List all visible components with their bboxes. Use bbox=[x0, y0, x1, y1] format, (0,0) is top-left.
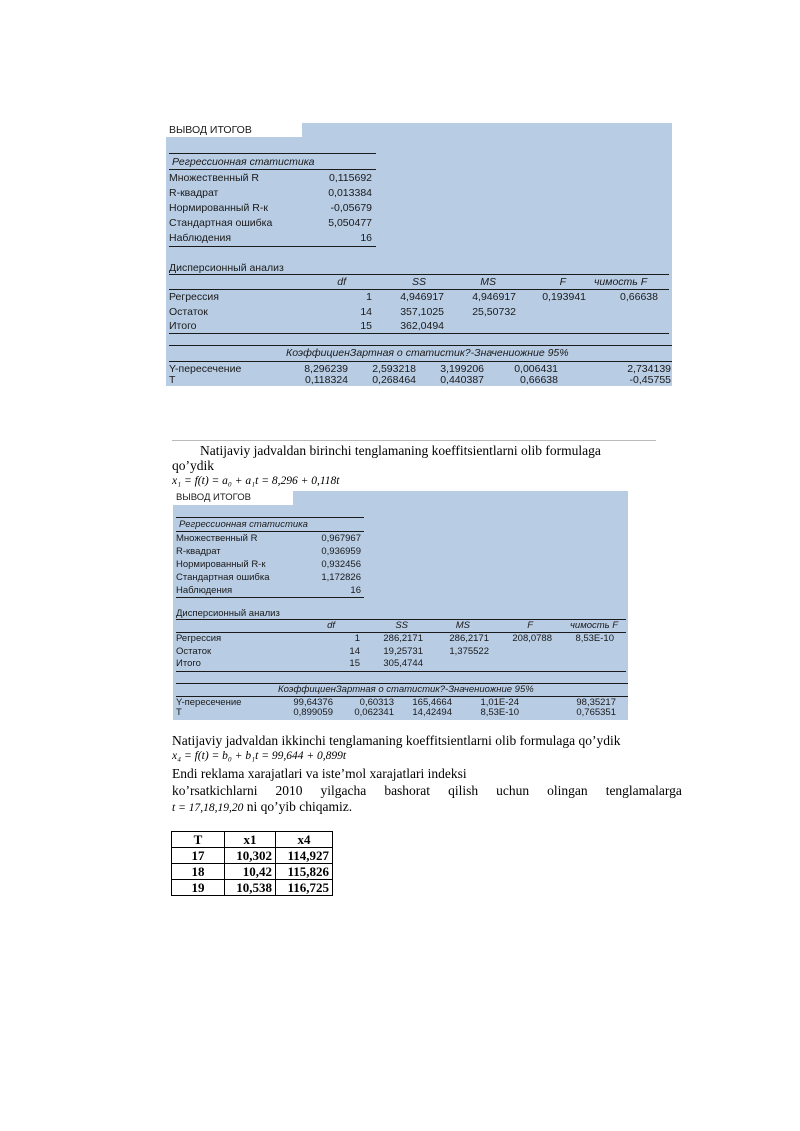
coef-value: 0,765351 bbox=[576, 707, 616, 718]
anova-header: Дисперсионный анализ bbox=[169, 262, 284, 274]
word: ko’rsatkichlarni bbox=[172, 783, 258, 798]
anova-ms: 25,50732 bbox=[472, 306, 516, 318]
stat-value: 0,115692 bbox=[328, 172, 372, 184]
anova-f: 208,0788 bbox=[512, 633, 552, 644]
column-header: T bbox=[172, 832, 225, 848]
stat-label: Нормированный R-к bbox=[176, 559, 266, 570]
coef-value: 0,118324 bbox=[304, 374, 348, 386]
anova-ss: 286,2171 bbox=[383, 633, 423, 644]
stat-value: 0,932456 bbox=[321, 559, 361, 570]
reg-stats-header: Регрессионная статистика bbox=[179, 519, 308, 530]
anova-col-header: чимость F bbox=[594, 276, 648, 288]
report-title: ВЫВОД ИТОГОВ bbox=[176, 492, 251, 503]
paragraph-text: ni qo’yib chiqamiz. bbox=[243, 799, 353, 814]
coef-value: 0,268464 bbox=[372, 374, 416, 386]
formula-x4: x₄ = f(t) = b₀ + b₁t = 99,644 + 0,899t bbox=[172, 750, 347, 762]
stat-value: 0,013384 bbox=[328, 187, 372, 199]
anova-row-label: Остаток bbox=[176, 646, 212, 657]
table-cell: 116,725 bbox=[276, 880, 333, 896]
stat-label: Стандартная ошибка bbox=[169, 217, 273, 229]
anova-col-header: чимость F bbox=[570, 620, 619, 631]
stat-value: 0,967967 bbox=[321, 533, 361, 544]
t-values: t = 17,18,19,20 bbox=[172, 802, 244, 814]
coef-value: 1,01E-24 bbox=[480, 697, 519, 708]
stat-value: 5,050477 bbox=[328, 217, 372, 229]
anova-df: 15 bbox=[360, 320, 372, 332]
report-title: ВЫВОД ИТОГОВ bbox=[169, 124, 252, 136]
stat-value: 16 bbox=[360, 232, 372, 244]
coef-value: 0,899059 bbox=[293, 707, 333, 718]
stat-label: R-квадрат bbox=[176, 546, 221, 557]
table-cell: 10,42 bbox=[225, 864, 276, 880]
anova-f: 0,193941 bbox=[542, 291, 586, 303]
stat-label: Наблюдения bbox=[176, 585, 233, 596]
anova-ss: 19,25731 bbox=[383, 646, 423, 657]
anova-col-header: SS bbox=[411, 276, 426, 288]
table-row bbox=[172, 848, 333, 864]
stat-label: Множественный R bbox=[176, 533, 258, 544]
anova-col-header: df bbox=[327, 620, 335, 631]
anova-sig: 0,66638 bbox=[620, 291, 658, 303]
forecast-table bbox=[171, 831, 333, 896]
anova-col-header: df bbox=[337, 276, 346, 288]
coef-value: 0,60313 bbox=[359, 697, 394, 708]
anova-df: 14 bbox=[349, 646, 360, 657]
stat-label: Стандартная ошибка bbox=[176, 572, 270, 583]
anova-col-header: F bbox=[559, 276, 566, 288]
word: tenglamalarga bbox=[605, 783, 682, 798]
anova-row-label: Регрессия bbox=[176, 633, 222, 644]
word: uchun bbox=[496, 783, 530, 798]
coef-value: 2,593218 bbox=[372, 363, 416, 375]
stat-label: Наблюдения bbox=[169, 232, 232, 244]
word: yilgacha bbox=[320, 783, 367, 798]
anova-ss: 362,0494 bbox=[400, 320, 444, 332]
anova-row-label: Итого bbox=[169, 320, 197, 332]
paragraph-line: Endi reklama xarajatlari va iste’mol xarajatlari indeksi bbox=[172, 766, 467, 781]
paragraph-line: qo’ydik bbox=[172, 458, 214, 473]
anova-ss: 305,4744 bbox=[383, 658, 423, 669]
table-cell: 10,302 bbox=[225, 848, 276, 864]
column-header: x4 bbox=[276, 832, 333, 848]
coef-value: 0,66638 bbox=[520, 374, 558, 386]
coef-value: 8,53E-10 bbox=[480, 707, 519, 718]
anova-sig: 8,53E-10 bbox=[575, 633, 614, 644]
coef-header: КоэффициенЗартная о статистик?-Значениожние 95% bbox=[278, 684, 534, 695]
word: bashorat bbox=[384, 783, 431, 798]
anova-ms: 1,375522 bbox=[449, 646, 489, 657]
coef-value: 0,062341 bbox=[354, 707, 394, 718]
anova-ms: 286,2171 bbox=[449, 633, 489, 644]
coef-row-label: T bbox=[176, 707, 182, 718]
paragraph-line bbox=[172, 799, 352, 816]
stat-value: 0,936959 bbox=[321, 546, 361, 557]
anova-ss: 357,1025 bbox=[400, 306, 444, 318]
regression-report-2 bbox=[173, 491, 628, 720]
word: olingan bbox=[547, 783, 588, 798]
anova-df: 14 bbox=[360, 306, 372, 318]
coef-value: 165,4664 bbox=[412, 697, 452, 708]
anova-df: 15 bbox=[349, 658, 360, 669]
coef-value: 98,35217 bbox=[576, 697, 616, 708]
coef-value: 0,440387 bbox=[440, 374, 484, 386]
stat-label: Нормированный R-к bbox=[169, 202, 268, 214]
stat-value: 1,172826 bbox=[321, 572, 361, 583]
coef-value: 3,199206 bbox=[440, 363, 484, 375]
table-cell: 10,538 bbox=[225, 880, 276, 896]
word: qilish bbox=[448, 783, 479, 798]
stat-label: R-квадрат bbox=[169, 187, 219, 199]
anova-ms: 4,946917 bbox=[472, 291, 516, 303]
anova-col-header: SS bbox=[395, 620, 408, 631]
coef-value: 0,006431 bbox=[514, 363, 558, 375]
anova-row-label: Регрессия bbox=[169, 291, 219, 303]
coef-header: КоэффициенЗартная о статистик?-Значениожние 95% bbox=[286, 347, 569, 359]
coef-row-label: Y-пересечение bbox=[176, 697, 242, 708]
coef-row-label: T bbox=[169, 374, 176, 386]
anova-df: 1 bbox=[366, 291, 372, 303]
coef-value: -0,45755 bbox=[629, 374, 671, 386]
anova-ss: 4,946917 bbox=[400, 291, 444, 303]
paragraph-line: Natijaviy jadvaldan ikkinchi tenglamaning koeffitsientlarni olib formulaga qo’ydik bbox=[172, 733, 621, 748]
coef-value: 8,296239 bbox=[304, 363, 348, 375]
table-header-row bbox=[172, 832, 333, 848]
table-cell: 19 bbox=[172, 880, 225, 896]
column-header: x1 bbox=[225, 832, 276, 848]
table-cell: 114,927 bbox=[276, 848, 333, 864]
paragraph-justified-line bbox=[172, 783, 682, 798]
word: 2010 bbox=[275, 783, 303, 798]
reg-stats-header: Регрессионная статистика bbox=[172, 156, 315, 168]
anova-row-label: Остаток bbox=[169, 306, 208, 318]
anova-df: 1 bbox=[354, 633, 360, 644]
anova-header: Дисперсионный анализ bbox=[176, 608, 280, 619]
anova-col-header: MS bbox=[480, 276, 496, 288]
table-row bbox=[172, 880, 333, 896]
paragraph-line: Natijaviy jadvaldan birinchi tenglamaning koeffitsientlarni olib formulaga bbox=[200, 443, 601, 458]
anova-row-label: Итого bbox=[176, 658, 201, 669]
regression-report-1 bbox=[166, 123, 672, 386]
table-cell: 18 bbox=[172, 864, 225, 880]
anova-col-header: MS bbox=[455, 620, 470, 631]
stat-value: -0,05679 bbox=[330, 202, 372, 214]
coef-value: 99,64376 bbox=[293, 697, 333, 708]
coef-value: 2,734139 bbox=[627, 363, 671, 375]
table-row bbox=[172, 864, 333, 880]
stat-value: 16 bbox=[350, 585, 361, 596]
coef-value: 14,42494 bbox=[412, 707, 452, 718]
formula-x1: x₁ = f(t) = a₀ + a₁t = 8,296 + 0,118t bbox=[172, 475, 340, 487]
coef-row-label: Y-пересечение bbox=[169, 363, 242, 375]
stat-label: Множественный R bbox=[169, 172, 259, 184]
table-cell: 115,826 bbox=[276, 864, 333, 880]
anova-col-header: F bbox=[527, 620, 533, 631]
table-cell: 17 bbox=[172, 848, 225, 864]
